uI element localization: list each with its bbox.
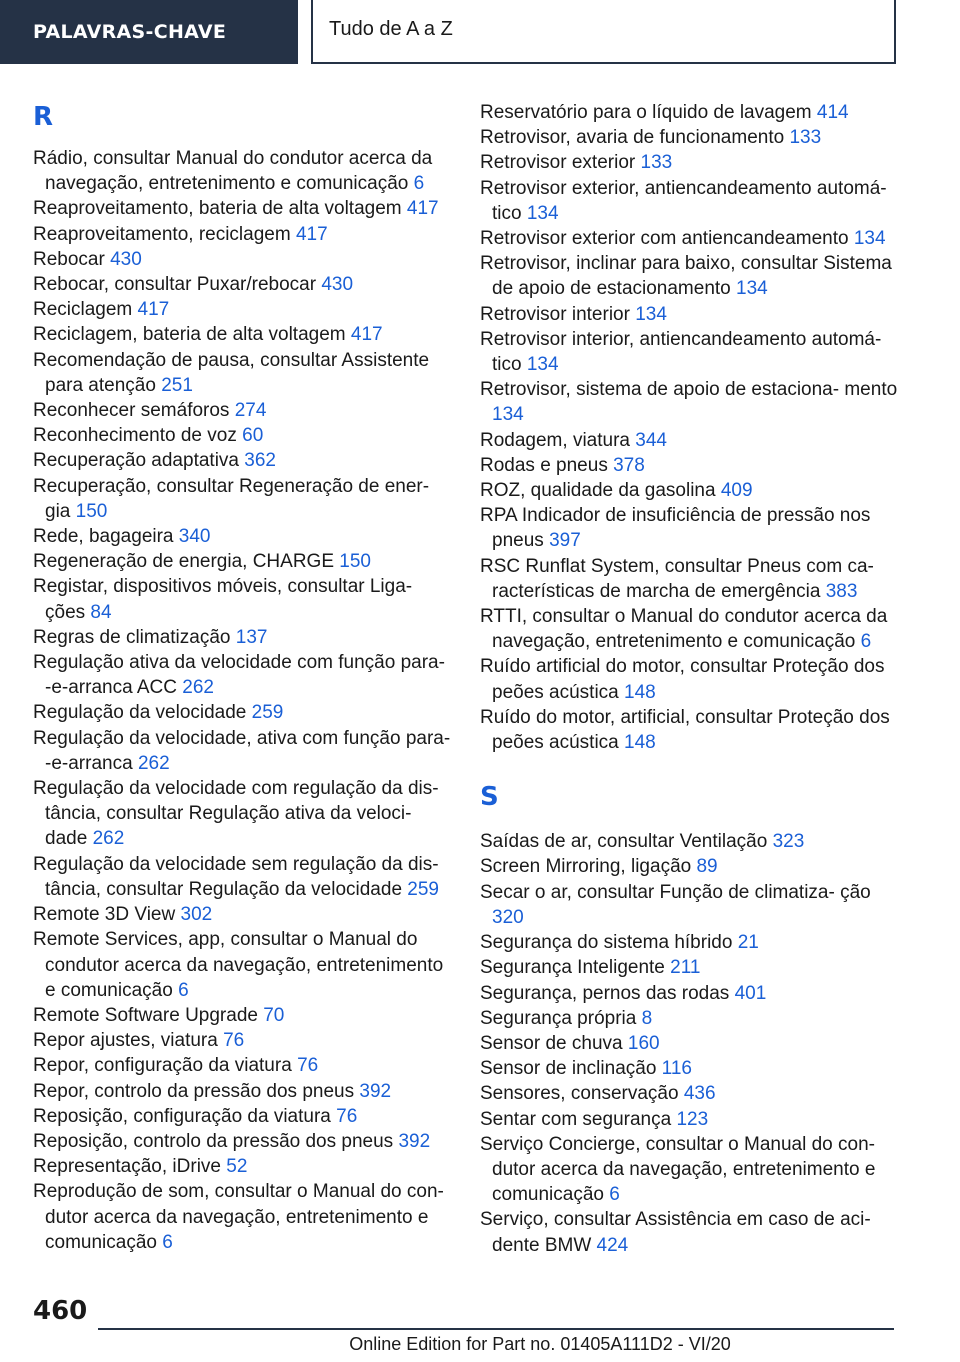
index-entry-text: Regulação da velocidade [33,702,247,724]
index-entry [33,146,451,196]
index-entry-text: Regulação da velocidade sem regulação da dis‐ tância, consultar Regulação da velocidade [33,853,439,900]
section-tab [0,0,298,64]
page-reference-link[interactable]: 430 [321,274,354,296]
page-reference-link[interactable]: 123 [676,1108,709,1130]
index-entry-text: Recuperação, consultar Regeneração de ener‐ gia [33,475,430,522]
index-entry [480,1006,898,1031]
index-entry [480,880,898,930]
page-reference-link[interactable]: 134 [736,278,768,300]
page-reference-link[interactable]: 362 [244,450,276,472]
index-entry [480,981,898,1006]
index-entry [480,654,898,704]
index-entry [480,1207,898,1257]
page-reference-link[interactable]: 134 [526,354,559,376]
edition-note: Online Edition for Part no. 01405A111D2 - VI/20 [349,1334,731,1354]
page-reference-link[interactable]: 60 [242,425,264,447]
index-entry-text: Representação, iDrive [33,1156,221,1178]
index-entry [33,1079,451,1104]
index-entry-text: Sensor de chuva [480,1032,623,1054]
index-entry-text: Reaproveitamento, reciclagem [33,223,291,245]
index-entry-text: Sensor de inclinação [480,1058,657,1080]
page-reference-link[interactable]: 378 [613,454,645,476]
index-entry-text: Reposição, configuração da viatura [33,1105,331,1127]
index-entry-text: Rebocar, consultar Puxar/rebocar [33,274,317,296]
page-header [311,0,896,64]
index-entry-text: Ruído artificial do motor, consultar Proteção dos peões acústica [480,656,885,703]
index-entry [33,902,451,927]
index-entry-text: Rede, bagageira [33,526,174,548]
index-entry-text: Rodas e pneus [480,454,608,476]
index-entry [33,398,451,423]
index-entry-text: Sensores, conservação [480,1083,679,1105]
page-reference-link[interactable]: 262 [182,677,214,699]
index-entry [33,1179,451,1255]
page-reference-link[interactable]: 84 [90,601,112,623]
index-entry [33,1003,451,1028]
page-reference-link[interactable]: 134 [635,303,667,325]
page-reference-link[interactable]: 6 [860,631,872,653]
page-reference-link[interactable]: 6 [413,173,425,195]
index-entry-text: Segurança do sistema híbrido [480,932,733,954]
page-reference-link[interactable]: 424 [596,1234,629,1256]
page-reference-link[interactable]: 401 [734,982,767,1004]
page-reference-link[interactable]: 274 [234,400,267,422]
page-reference-link[interactable]: 383 [825,580,858,602]
page-reference-link[interactable]: 320 [492,906,524,928]
page-reference-link[interactable]: 89 [696,856,718,878]
page-reference-link[interactable]: 302 [180,904,213,926]
index-entry [480,1107,898,1132]
index-letter-s: S [480,782,499,813]
page-reference-link[interactable]: 409 [720,480,753,502]
page-reference-link[interactable]: 430 [110,248,142,270]
page-reference-link[interactable]: 417 [350,324,383,346]
index-entry-text: Rodagem, viatura [480,429,630,451]
page-reference-link[interactable]: 52 [226,1156,248,1178]
index-entry-text: Repor ajustes, viatura [33,1030,218,1052]
index-entry-text: Retrovisor, sistema de apoio de estaciona‐ mento [480,379,898,401]
page-reference-link[interactable]: 148 [624,732,656,754]
index-entry [480,930,898,955]
index-entry-text: Recuperação adaptativa [33,450,239,472]
page-reference-link[interactable]: 160 [627,1032,660,1054]
index-entry-text: RPA Indicador de insuficiência de pressão nos pneus [480,505,871,552]
page-reference-link[interactable]: 262 [92,828,125,850]
page-reference-link[interactable]: 392 [398,1130,431,1152]
index-entry [480,1132,898,1208]
index-entry-text: Retrovisor exterior com antiencandeamento [480,228,849,250]
page-reference-link[interactable]: 392 [359,1080,392,1102]
index-list-r [33,146,451,1255]
index-entry-text: Saídas de ar, consultar Ventilação [480,831,768,853]
page-reference-link[interactable]: 259 [251,702,284,724]
index-entry [480,327,898,377]
index-entry-text: Remote Software Upgrade [33,1004,258,1026]
page-reference-link[interactable]: 323 [772,831,805,853]
index-entry [33,448,451,473]
page-reference-link[interactable]: 150 [75,500,108,522]
index-entry-text: Repor, controlo da pressão dos pneus [33,1080,355,1102]
index-entry-text: Reciclagem, bateria de alta voltagem [33,324,346,346]
page-reference-link[interactable]: 417 [406,198,439,220]
index-entry [480,554,898,604]
index-list-r-continued [480,100,898,755]
index-entry [480,1031,898,1056]
page-reference-link[interactable]: 344 [635,429,667,451]
page-reference-link[interactable]: 340 [178,526,211,548]
index-entry [33,322,451,347]
index-entry [33,524,451,549]
page-reference-link[interactable]: 70 [263,1004,285,1026]
page-number: 460 [33,1296,88,1326]
index-entry-text: Sentar com segurança [480,1108,672,1130]
page-reference-link[interactable]: 6 [162,1231,173,1253]
index-entry-text: Retrovisor, avaria de funcionamento [480,127,785,149]
index-entry-text: Rádio, consultar Manual do condutor acerca da navegação, entretenimento e comunicação [33,148,433,195]
index-entry-text: Reprodução de som, consultar o Manual do con‐ dutor acerca da navegação, entretenimento e comunicação [33,1181,444,1253]
index-entry [33,297,451,322]
page-reference-link[interactable]: 262 [137,752,170,774]
index-entry [33,1028,451,1053]
index-column-right [480,100,898,1258]
index-entry [33,272,451,297]
index-entry-text: Reconhecer semáforos [33,400,230,422]
page-reference-link[interactable]: 148 [624,681,656,703]
index-entry-text: Retrovisor interior, antiencandeamento automá‐ tico [480,328,882,376]
index-entry [33,549,451,574]
index-entry [480,100,898,125]
index-entry-text: Retrovisor exterior [480,152,636,174]
page-reference-link[interactable]: 251 [161,374,193,396]
index-entry-text: ROZ, qualidade da gasolina [480,480,716,502]
index-entry [33,423,451,448]
page-reference-link[interactable]: 417 [295,223,328,245]
page-reference-link[interactable]: 134 [526,202,559,224]
page-reference-link[interactable]: 133 [640,152,673,174]
index-entry-text: Reciclagem [33,299,133,321]
index-entry-text: RSC Runflat System, consultar Pneus com ca‐ racterísticas de marcha de emergência [480,555,874,602]
section-label: PALAVRAS-CHAVE [33,21,227,43]
index-entry [33,1154,451,1179]
index-entry-text: Remote Services, app, consultar o Manual do condutor acerca da navegação, entretenimento e comunicação [33,929,444,1001]
footer-divider [98,1328,894,1330]
index-entry-text: Segurança Inteligente [480,957,665,979]
index-entry [480,604,898,654]
index-entry [480,125,898,150]
page-reference-link[interactable]: 397 [549,530,581,552]
index-entry [33,700,451,725]
page-reference-link[interactable]: 414 [816,102,849,123]
index-entry-text: Regulação da velocidade com regulação da dis‐ tância, consultar Regulação ativa da veloci‐ dade [33,778,439,850]
index-entry-text: Regras de climatização [33,626,231,648]
index-entry-text: RTTI, consultar o Manual do condutor acerca da navegação, entretenimento e comunicação [480,606,888,653]
index-entry-text: Retrovisor interior [480,303,630,325]
index-entry-text: Rebocar [33,248,105,270]
index-entry [33,1129,451,1154]
page-reference-link[interactable]: 436 [683,1083,716,1105]
index-entry [480,705,898,755]
page-title: Tudo de A a Z [329,17,453,40]
index-list-s [480,829,898,1257]
index-entry [480,251,898,301]
index-entry [480,478,898,503]
index-entry [33,625,451,650]
page-reference-link[interactable]: 150 [339,551,371,573]
page-reference-link[interactable]: 76 [223,1030,245,1052]
index-entry-text: Repor, configuração da viatura [33,1055,292,1077]
index-entry [33,1104,451,1129]
index-entry-text: Serviço, consultar Assistência em caso de aci‐ dente BMW [480,1209,871,1256]
index-entry [480,377,898,427]
index-entry [480,226,898,251]
index-letter-r: R [33,102,54,132]
index-entry-text: Retrovisor, inclinar para baixo, consultar Sistema de apoio de estacionamento [480,253,892,300]
index-entry-text: Retrovisor exterior, antiencandeamento automá‐ tico [480,177,887,224]
index-entry-text: Regeneração de energia, CHARGE [33,551,335,573]
page-reference-link[interactable]: 137 [235,626,268,648]
index-entry [33,726,451,776]
index-entry-text: Reposição, controlo da pressão dos pneus [33,1130,394,1152]
index-entry [480,150,898,175]
index-entry [480,503,898,553]
index-entry [33,474,451,524]
index-entry [33,348,451,398]
index-entry-text: Reservatório para o líquido de lavagem [480,102,812,123]
index-entry [33,852,451,902]
index-entry [480,829,898,854]
page-reference-link[interactable]: 6 [609,1184,620,1206]
page-reference-link[interactable]: 76 [297,1055,319,1077]
index-entry [480,176,898,226]
page-reference-link[interactable]: 8 [641,1007,653,1029]
page-reference-link[interactable]: 417 [137,299,170,321]
index-column-left [33,100,451,1255]
index-entry [33,247,451,272]
page-reference-link[interactable]: 6 [178,979,189,1001]
index-entry-text: Regulação da velocidade, ativa com função para- ‐e-arranca [33,727,451,774]
index-entry-text: Recomendação de pausa, consultar Assistente para atenção [33,349,430,396]
index-entry-text: Regulação ativa da velocidade com função para- ‐e-arranca ACC [33,652,445,699]
index-entry [480,428,898,453]
index-entry [480,453,898,478]
page-reference-link[interactable]: 116 [661,1058,692,1080]
index-entry [480,1056,898,1081]
index-entry-text: Screen Mirroring, ligação [480,856,692,878]
index-entry [33,650,451,700]
index-entry-text: Segurança própria [480,1007,637,1029]
page-reference-link[interactable]: 134 [853,228,886,250]
page-reference-link[interactable]: 134 [492,404,524,426]
index-entry-text: Registar, dispositivos móveis, consultar Liga‐ ções [33,576,413,623]
index-entry-text: Reconhecimento de voz [33,425,237,447]
index-entry [480,955,898,980]
page-reference-link[interactable]: 211 [670,957,701,979]
index-entry-text: Ruído do motor, artificial, consultar Proteção dos peões acústica [480,706,890,754]
index-entry [480,302,898,327]
page-reference-link[interactable]: 133 [789,127,822,149]
index-entry [33,222,451,247]
index-entry-text: Remote 3D View [33,904,176,926]
index-entry [33,927,451,1003]
index-entry-text: Secar o ar, consultar Função de climatiza‐ ção [480,881,871,903]
page-reference-link[interactable]: 76 [336,1105,358,1127]
index-entry [480,1081,898,1106]
index-entry [33,196,451,221]
index-entry [33,1053,451,1078]
page-reference-link[interactable]: 21 [737,932,759,954]
index-entry-text: Reaproveitamento, bateria de alta voltagem [33,198,402,220]
index-entry [480,854,898,879]
page-reference-link[interactable]: 259 [407,878,439,900]
index-entry-text: Serviço Concierge, consultar o Manual do con‐ dutor acerca da navegação, entretenimento e comunicação [480,1133,876,1206]
index-entry-text: Segurança, pernos das rodas [480,982,730,1004]
index-entry [33,776,451,852]
index-entry [33,574,451,624]
